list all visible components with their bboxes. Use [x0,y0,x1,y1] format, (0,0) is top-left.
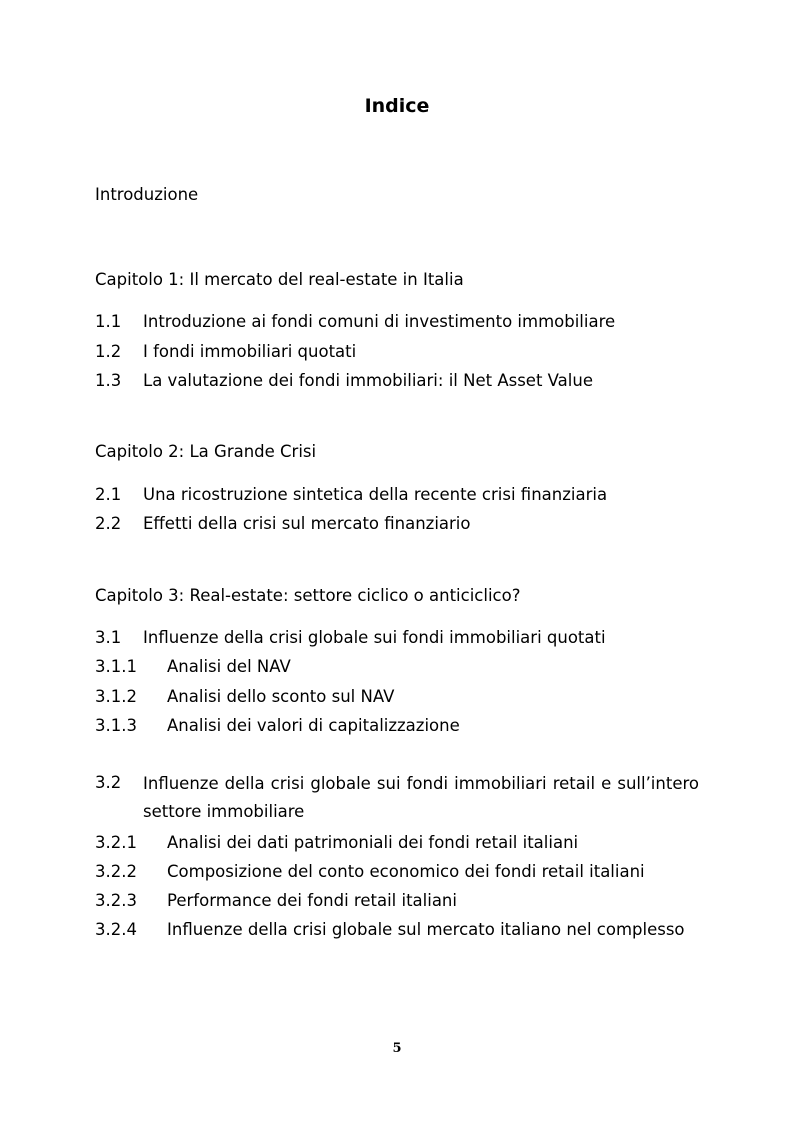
page-title: Indice [364,95,430,117]
entry-text: Performance dei fondi retail italiani [167,891,457,910]
entry-text: Effetti della crisi sul mercato finanziario [143,514,471,533]
entry-text: Composizione del conto economico dei fondi retail italiani [167,862,645,881]
toc-introduction: Introduzione [95,185,199,204]
entry-number: 2.2 [95,514,122,533]
entry-text: Analisi dei valori di capitalizzazione [167,716,460,735]
entry-text: Analisi del NAV [167,657,291,676]
entry-number: 1.1 [95,312,122,331]
entry-number: 3.1.1 [95,657,137,676]
chapter-2-heading: Capitolo 2: La Grande Crisi [95,442,317,461]
entry-text: La valutazione dei fondi immobiliari: il Net Asset Value [143,371,593,390]
entry-text: Influenze della crisi globale sul mercato italiano nel complesso [167,920,685,939]
entry-number: 3.2 [95,773,122,792]
chapter-3-heading: Capitolo 3: Real-estate: settore ciclico o anticiclico? [95,586,521,605]
entry-number: 3.2.1 [95,833,137,852]
entry-number: 3.2.2 [95,862,137,881]
entry-text: Una ricostruzione sintetica della recente crisi finanziaria [143,485,608,504]
entry-number: 3.1 [95,628,122,647]
entry-number: 1.3 [95,371,122,390]
entry-text: Introduzione ai fondi comuni di investimento immobiliare [143,312,616,331]
entry-text: Influenze della crisi globale sui fondi immobiliari quotati [143,628,606,647]
entry-number: 3.1.2 [95,687,137,706]
entry-text: I fondi immobiliari quotati [143,342,357,361]
entry-number: 3.1.3 [95,716,137,735]
entry-number: 2.1 [95,485,122,504]
entry-number: 3.2.4 [95,920,137,939]
entry-text: Analisi dello sconto sul NAV [167,687,395,706]
entry-text-line-1: Influenze della crisi globale sui fondi immobiliari retail e sull’intero [143,774,699,793]
page-number: 5 [392,1041,402,1056]
entry-number: 1.2 [95,342,122,361]
entry-text-line-2: settore immobiliare [143,802,305,821]
entry-text: Analisi dei dati patrimoniali dei fondi retail italiani [167,833,579,852]
entry-number: 3.2.3 [95,891,137,910]
chapter-1-heading: Capitolo 1: Il mercato del real-estate in Italia [95,270,464,289]
